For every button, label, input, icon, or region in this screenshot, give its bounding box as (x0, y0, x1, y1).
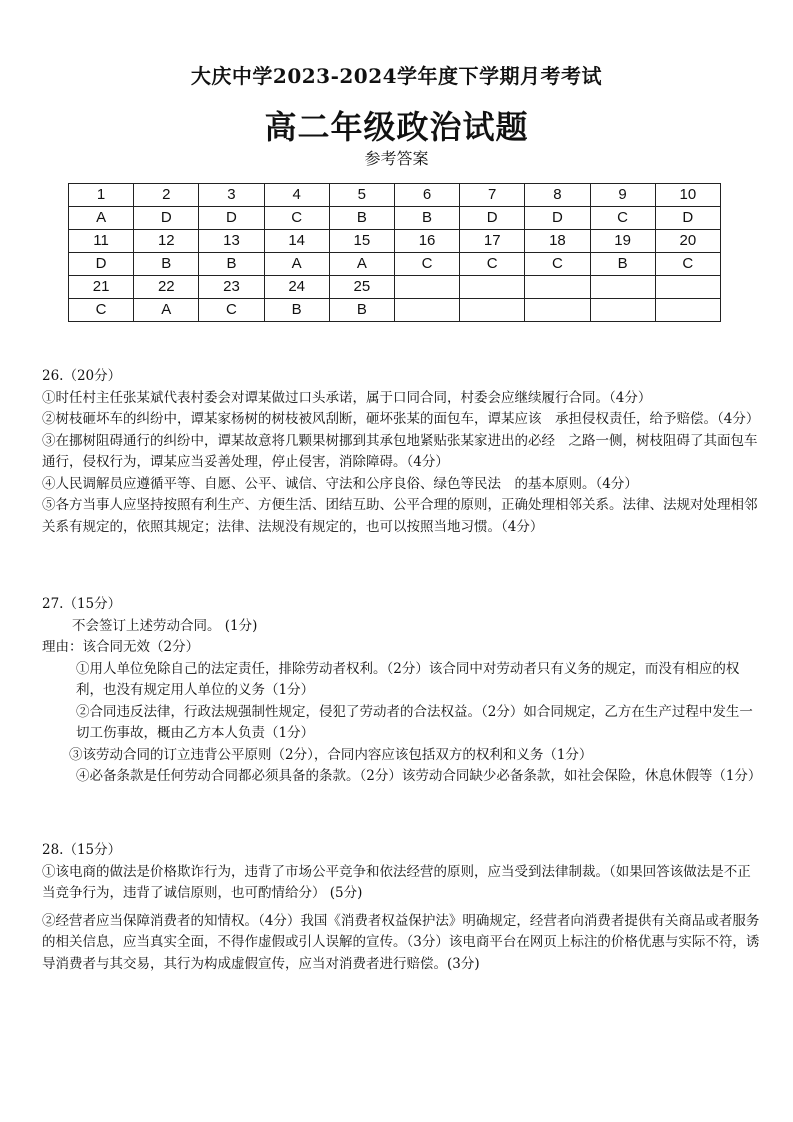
answer-letter-cell: B (329, 207, 394, 230)
question-number-cell (525, 276, 590, 299)
answer-letter-cell: A (329, 253, 394, 276)
question-number-cell: 11 (69, 230, 134, 253)
question-number-cell: 17 (460, 230, 525, 253)
answer-table-row (69, 253, 721, 276)
answer-letter-cell: D (460, 207, 525, 230)
answer-letter-cell (655, 299, 720, 322)
answer-letter-cell (525, 299, 590, 322)
question-number-cell: 9 (590, 184, 655, 207)
question-number-cell: 18 (525, 230, 590, 253)
answer-letter-cell: A (69, 207, 134, 230)
answer-letter-cell: C (655, 253, 720, 276)
question-number-cell: 21 (69, 276, 134, 299)
answer-table-row (69, 184, 721, 207)
question-26 (42, 366, 760, 538)
question-27-point-4: ④必备条款是任何劳动合同都必须具备的条款。（2分）该劳动合同缺少必备条款，如社会保险，休息休假等（1分） (76, 768, 762, 784)
question-number-cell: 20 (655, 230, 720, 253)
answer-table (68, 183, 721, 322)
answer-key-subtitle: 参考答案 (364, 149, 429, 168)
question-26-point-3: ③在挪树阻碍通行的纠纷中，谭某故意将几颗果树挪到其承包地紧贴张某家进出的必经 之路一侧，树枝阻碍了其面包车通行，侵权行为，谭某应当妥善处理，停止侵害，消除障碍。（4分） (42, 432, 758, 470)
answer-letter-cell: D (134, 207, 199, 230)
answer-letter-cell: D (199, 207, 264, 230)
exam-title: 高二年级政治试题 (264, 108, 529, 146)
question-28-point-1: ①该电商的做法是价格欺诈行为，违背了市场公平竞争和依法经营的原则，应当受到法律制裁。（如果回答该做法是不正当竞争行为，违背了诚信原则，也可酌情给分） (5分) (42, 863, 751, 901)
question-number-cell: 12 (134, 230, 199, 253)
answer-letter-cell: B (590, 253, 655, 276)
answer-letter-cell: C (264, 207, 329, 230)
question-number-cell: 24 (264, 276, 329, 299)
answer-letter-cell: B (329, 299, 394, 322)
question-27-point-1: ①用人单位免除自己的法定责任，排除劳动者权利。（2分）该合同中对劳动者只有义务的规定，而没有相应的权利，也没有规定用人单位的义务（1分） (76, 660, 740, 698)
answer-letter-cell: B (199, 253, 264, 276)
question-number-cell: 10 (655, 184, 720, 207)
question-number-cell: 25 (329, 276, 394, 299)
question-27-point-2: ②合同违反法律，行政法规强制性规定，侵犯了劳动者的合法权益。（2分）如合同规定，乙方在生产过程中发生一切工伤事故，概由乙方本人负责（1分） (76, 703, 753, 741)
question-28 (42, 840, 760, 975)
question-26-heading: 26.（20分） (42, 368, 122, 384)
answer-letter-cell: C (460, 253, 525, 276)
question-number-cell (590, 276, 655, 299)
question-number-cell: 3 (199, 184, 264, 207)
answer-letter-cell: C (590, 207, 655, 230)
question-26-point-4: ④人民调解员应遵循平等、自愿、公平、诚信、守法和公序良俗、绿色等民法 的基本原则。（4分） (42, 475, 638, 492)
question-26-point-2: ②树枝砸坏车的纠纷中，谭某家杨树的树枝被风刮断，砸坏张某的面包车，谭某应该 承担侵权责任，给予赔偿。（4分） (42, 411, 760, 427)
answer-letter-cell: B (394, 207, 459, 230)
question-26-point-5: ⑤各方当事人应坚持按照有利生产、方便生活、团结互助、公平合理的原则，正确处理相邻关系。法律、法规对处理相邻关系有规定的，依照其规定；法律、法规没有规定的，也可以按照当地习惯。（4分） (42, 497, 758, 535)
answer-table-row (69, 207, 721, 230)
school-title: 大庆中学2023-2024学年度下学期月考考试 (190, 64, 603, 88)
answer-letter-cell: C (199, 299, 264, 322)
answer-letter-cell: C (525, 253, 590, 276)
question-number-cell (460, 276, 525, 299)
question-number-cell: 5 (329, 184, 394, 207)
answer-letter-cell (590, 299, 655, 322)
question-number-cell: 1 (69, 184, 134, 207)
answer-letter-cell: D (525, 207, 590, 230)
answer-letter-cell (394, 299, 459, 322)
question-number-cell: 13 (199, 230, 264, 253)
answer-table-row (69, 276, 721, 299)
question-27-point-3: ③该劳动合同的订立违背公平原则（2分），合同内容应该包括双方的权利和义务（1分） (69, 746, 593, 763)
question-27-conclusion: 不会签订上述劳动合同。 (1分) (72, 617, 258, 634)
question-number-cell: 2 (134, 184, 199, 207)
question-27-reason: 理由：该合同无效（2分） (42, 639, 200, 655)
answer-letter-cell: B (264, 299, 329, 322)
answer-letter-cell: A (134, 299, 199, 322)
question-number-cell: 8 (525, 184, 590, 207)
question-number-cell: 4 (264, 184, 329, 207)
question-number-cell: 16 (394, 230, 459, 253)
question-number-cell: 15 (329, 230, 394, 253)
question-27-heading: 27.（15分） (42, 596, 122, 612)
answer-table-row (69, 299, 721, 322)
question-28-heading: 28.（15分） (42, 842, 122, 858)
question-number-cell: 19 (590, 230, 655, 253)
answer-table-row (69, 230, 721, 253)
question-number-cell: 14 (264, 230, 329, 253)
question-number-cell: 22 (134, 276, 199, 299)
answer-letter-cell: D (69, 253, 134, 276)
question-26-point-1: ①时任村主任张某斌代表村委会对谭某做过口头承诺，属于口同合同，村委会应继续履行合同。（4分） (42, 389, 652, 406)
question-number-cell: 6 (394, 184, 459, 207)
answer-letter-cell: C (394, 253, 459, 276)
answer-letter-cell: D (655, 207, 720, 230)
question-number-cell: 7 (460, 184, 525, 207)
question-number-cell (655, 276, 720, 299)
answer-letter-cell: C (69, 299, 134, 322)
answer-letter-cell (460, 299, 525, 322)
answer-letter-cell: B (134, 253, 199, 276)
question-27 (42, 594, 760, 788)
question-number-cell: 23 (199, 276, 264, 299)
answer-letter-cell: A (264, 253, 329, 276)
question-number-cell (394, 276, 459, 299)
question-28-point-2: ②经营者应当保障消费者的知情权。（4分）我国《消费者权益保护法》明确规定，经营者向消费者提供有关商品或者服务的相关信息，应当真实全面，不得作虚假或引人误解的宣传。（3分）该电商平台在网页上标注的价格优惠与实际不符，诱导消费者与其交易，其行为构成虚假宣传，应当对消费者进行赔偿。(3分) (42, 912, 760, 972)
